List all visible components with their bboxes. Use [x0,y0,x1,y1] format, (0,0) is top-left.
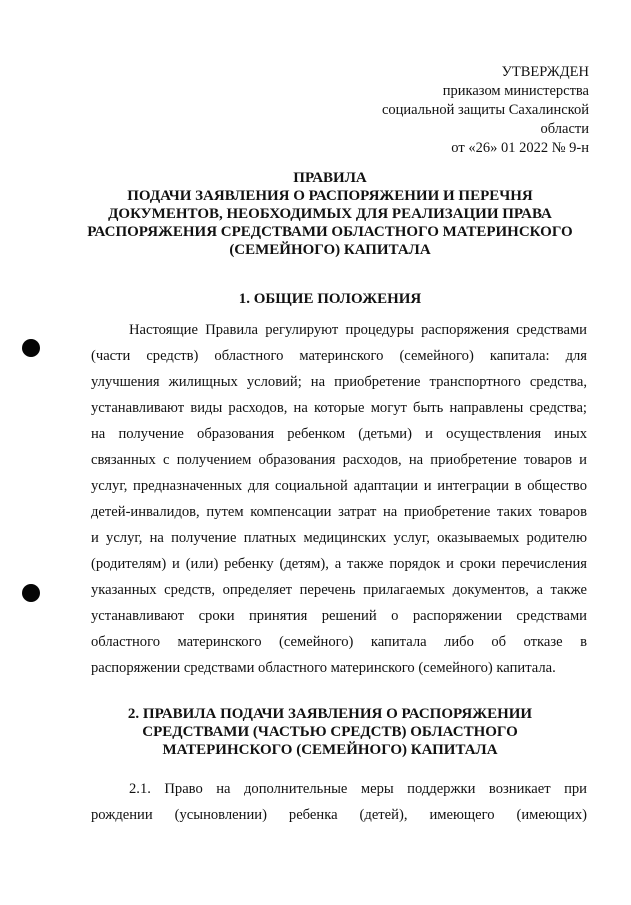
title-line: РАСПОРЯЖЕНИЯ СРЕДСТВАМИ ОБЛАСТНОГО МАТЕРИНСКОГО [87,224,573,240]
paragraph-line: на получение образования ребенком (детьми) и осуществления иных [91,426,587,442]
title-line: ДОКУМЕНТОВ, НЕОБХОДИМЫХ ДЛЯ РЕАЛИЗАЦИИ ПРАВА [108,206,552,222]
section-2-paragraph [91,776,587,828]
binder-hole-mark [22,339,40,357]
approval-line: области [540,121,589,137]
paragraph-line: областного материнского (семейного) капитала либо об отказе в [91,634,587,650]
paragraph-line: и услуг, на получение платных медицинских услуг, оказываемых родителю [91,530,587,546]
paragraph-line: рождении (усыновлении) ребенка (детей), имеющего (имеющих) [91,807,587,823]
section-1-paragraph [91,317,587,681]
title-line: ПОДАЧИ ЗАЯВЛЕНИЯ О РАСПОРЯЖЕНИИ И ПЕРЕЧНЯ [127,188,533,204]
paragraph-line: (родителям) и (или) ребенку (детям), а также порядок и сроки перечисления [91,556,587,572]
title-line: (СЕМЕЙНОГО) КАПИТАЛА [229,242,431,258]
document-title [70,169,590,259]
paragraph-line: указанных средств, определяет перечень прилагаемых документов, а также [91,582,587,598]
section-1-heading [70,290,590,308]
section-heading-line: 1. ОБЩИЕ ПОЛОЖЕНИЯ [238,291,422,307]
title-line: ПРАВИЛА [293,170,367,186]
paragraph-line: устанавливают сроки принятия решений о распоряжении средствами [91,608,587,624]
paragraph-line: устанавливают виды расходов, на которые могут быть направлены средства; [91,400,587,416]
approval-line: социальной защиты Сахалинской [381,102,589,118]
approval-line: от «26» 01 2022 № 9-н [451,140,589,156]
approval-line: УТВЕРЖДЕН [501,64,589,80]
paragraph-line: улучшения жилищных условий; на приобретение транспортного средства, [91,374,587,390]
section-2-heading [70,705,590,759]
paragraph-line: распоряжении средствами областного материнского (семейного) капитала. [91,660,556,676]
paragraph-line: 2.1. Право на дополнительные меры поддержки возникает при [129,781,587,797]
approval-stamp-block [382,63,589,158]
paragraph-line: Настоящие Правила регулируют процедуры распоряжения средствами [129,322,587,338]
paragraph-line: детей-инвалидов, путем компенсации затрат на приобретение таких товаров [91,504,587,520]
paragraph-line: услуг, предназначенных для социальной адаптации и интеграции в общество [91,478,587,494]
section-heading-line: СРЕДСТВАМИ (ЧАСТЬЮ СРЕДСТВ) ОБЛАСТНОГО [142,724,518,740]
section-heading-line: 2. ПРАВИЛА ПОДАЧИ ЗАЯВЛЕНИЯ О РАСПОРЯЖЕНИИ [127,706,533,722]
binder-hole-mark [22,584,40,602]
paragraph-line: (части средств) областного материнского (семейного) капитала: для [91,348,587,364]
section-heading-line: МАТЕРИНСКОГО (СЕМЕЙНОГО) КАПИТАЛА [162,742,498,758]
paragraph-line: связанных с получением образования расходов, на приобретение товаров и [91,452,587,468]
approval-line: приказом министерства [442,83,589,99]
